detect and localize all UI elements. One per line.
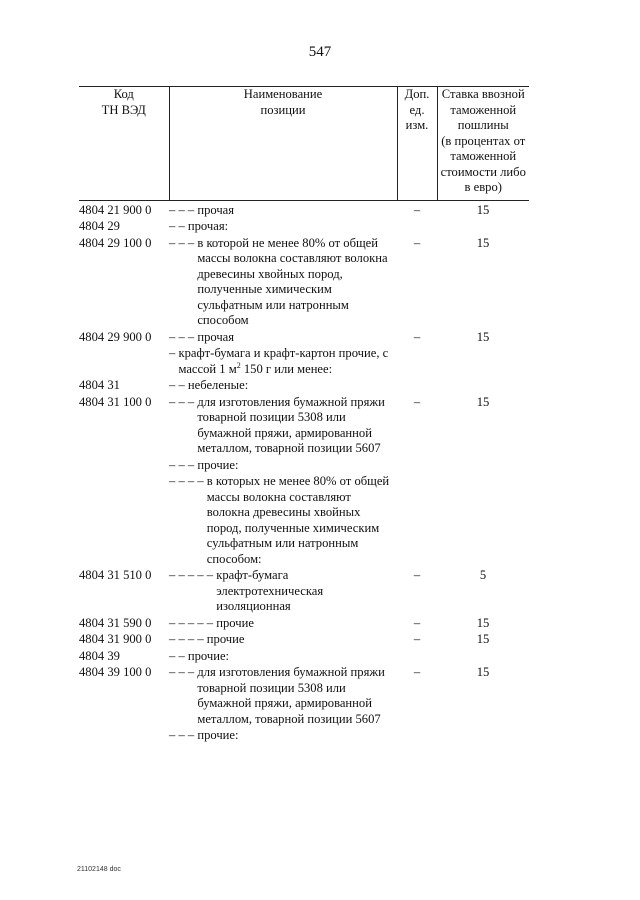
row-name-part: крафт-бумага и крафт-картон прочие, с массой 1 м (178, 346, 389, 376)
header-line: таможенной (450, 102, 517, 117)
row-unit: – (413, 329, 421, 344)
row-unit: – (413, 568, 421, 582)
row-unit (397, 219, 437, 236)
table-row (79, 728, 529, 745)
row-code (79, 728, 169, 745)
row-name (169, 200, 397, 219)
row-dash: – – – (169, 235, 198, 250)
row-rate: 15 (476, 394, 490, 409)
header-line: (в процентах от (441, 133, 526, 148)
table-row (79, 200, 529, 219)
row-name-part: 150 г или менее: (240, 361, 333, 376)
row-dash: – – – (169, 457, 198, 472)
table-row (79, 568, 529, 616)
row-unit: – (413, 235, 421, 250)
row-name-text: в которых не менее 80% от общей массы волокна составляют волокна древесины хвойных пород, полученные химическим сульфатным или натронным способом: (206, 474, 390, 566)
row-rate: 15 (476, 665, 490, 679)
row-code (79, 474, 169, 568)
header-line: Код (113, 87, 134, 101)
table-row (79, 378, 529, 395)
row-name (169, 649, 397, 666)
header-line: пошлины (457, 118, 509, 132)
row-name-text: прочая (197, 329, 235, 344)
row-unit: – (413, 202, 421, 217)
row-code: 4804 39 (79, 648, 120, 663)
row-name (169, 395, 397, 458)
row-name (169, 219, 397, 236)
row-code (79, 346, 169, 378)
row-dash: – – – (169, 202, 198, 217)
table-row (79, 649, 529, 666)
row-rate (437, 346, 529, 378)
row-name-text: прочие (206, 632, 245, 646)
row-unit (397, 474, 437, 568)
row-unit: – (413, 632, 421, 646)
row-rate (437, 728, 529, 745)
table-row (79, 236, 529, 330)
row-rate: 15 (476, 235, 490, 250)
header-line: в евро) (464, 180, 502, 194)
header-line: ед. (409, 102, 425, 117)
header-rate (437, 87, 529, 201)
row-rate (437, 458, 529, 475)
row-name (169, 474, 397, 568)
table-row (79, 616, 529, 633)
row-unit (397, 458, 437, 475)
row-name (169, 330, 397, 347)
row-code: 4804 31 (79, 378, 120, 392)
table-row (79, 346, 529, 378)
row-rate: 15 (476, 615, 490, 630)
row-code (79, 458, 169, 475)
tariff-table (79, 86, 529, 745)
row-name (169, 632, 397, 649)
header-line: Наименование (243, 87, 323, 101)
row-rate: 15 (476, 329, 490, 344)
table-row (79, 665, 529, 728)
row-name (169, 568, 397, 616)
table-header-row (79, 87, 529, 201)
row-code: 4804 29 900 0 (79, 329, 152, 344)
row-dash: – – – (169, 329, 198, 344)
row-name-text (178, 346, 397, 377)
row-unit: – (413, 394, 421, 409)
table-row (79, 219, 529, 236)
table-row (79, 330, 529, 347)
row-rate: 15 (476, 632, 490, 646)
header-line: ТН ВЭД (101, 102, 146, 117)
row-name (169, 616, 397, 633)
row-dash: – – – (169, 665, 198, 679)
table-row (79, 458, 529, 475)
row-dash: – – – – – (169, 568, 217, 582)
row-dash: – – – – (169, 632, 207, 646)
row-name-text: в которой не менее 80% от общей массы волокна составляют волокна древесины хвойных пород, полученные химическим сульфатным или натронным способом (197, 235, 388, 327)
row-code: 4804 29 100 0 (79, 235, 152, 250)
header-line: позиции (260, 102, 306, 117)
row-dash: – – (169, 378, 188, 392)
row-name-text: прочая: (187, 219, 229, 233)
row-dash: – – (169, 648, 188, 663)
row-dash: – – – (169, 728, 198, 742)
row-name-text: крафт-бумага электротехническая изоляционная (216, 568, 324, 613)
row-dash: – – – (169, 394, 198, 409)
row-name-text: прочие: (197, 457, 239, 472)
row-rate (437, 219, 529, 236)
row-dash: – (169, 346, 179, 360)
row-name-text: прочие (216, 615, 254, 630)
row-code: 4804 29 (79, 219, 120, 233)
header-unit (397, 87, 437, 201)
header-name (169, 87, 397, 201)
header-line: изм. (405, 118, 429, 132)
row-unit: – (413, 615, 421, 630)
row-name (169, 728, 397, 745)
row-name-text: прочие: (197, 728, 239, 742)
header-line: таможенной (450, 149, 517, 163)
row-rate: 5 (479, 568, 487, 582)
row-code: 4804 21 900 0 (79, 202, 152, 217)
row-rate: 15 (476, 202, 490, 217)
row-rate (437, 378, 529, 395)
row-code: 4804 31 510 0 (79, 568, 152, 582)
row-unit (397, 378, 437, 395)
header-line: стоимости либо (440, 164, 526, 179)
header-line: Доп. (404, 87, 430, 101)
row-code: 4804 31 590 0 (79, 615, 152, 630)
row-name (169, 458, 397, 475)
row-dash: – – – – (169, 474, 207, 488)
row-name (169, 346, 397, 378)
superscript: 2 (236, 360, 241, 370)
row-name-text: небеленые: (187, 378, 249, 392)
header-code (79, 87, 169, 201)
row-name (169, 665, 397, 728)
row-rate (437, 474, 529, 568)
row-name-text: прочая (197, 202, 235, 217)
row-dash: – – (169, 219, 188, 233)
header-line: Ставка ввозной (441, 87, 525, 101)
table-row (79, 474, 529, 568)
row-name-text: для изготовления бумажной пряжи товарной позиции 5308 или бумажной пряжи, армированной металлом, товарной позиции 5607 (197, 394, 385, 455)
table-row (79, 395, 529, 458)
footer-filename: 21102148 doc (77, 866, 121, 873)
row-unit (397, 649, 437, 666)
row-code: 4804 39 100 0 (79, 665, 152, 679)
row-name (169, 236, 397, 330)
row-name-text: для изготовления бумажной пряжи товарной позиции 5308 или бумажной пряжи, армированной металлом, товарной позиции 5607 (197, 665, 385, 726)
row-unit: – (413, 665, 421, 679)
row-rate (437, 649, 529, 666)
row-name (169, 378, 397, 395)
page-number: 547 (308, 44, 332, 60)
row-unit (397, 346, 437, 378)
row-name-text: прочие: (187, 648, 230, 663)
row-unit (397, 728, 437, 745)
table-row (79, 632, 529, 649)
row-code: 4804 31 100 0 (79, 394, 152, 409)
row-dash: – – – – – (169, 615, 217, 630)
row-code: 4804 31 900 0 (79, 632, 152, 646)
